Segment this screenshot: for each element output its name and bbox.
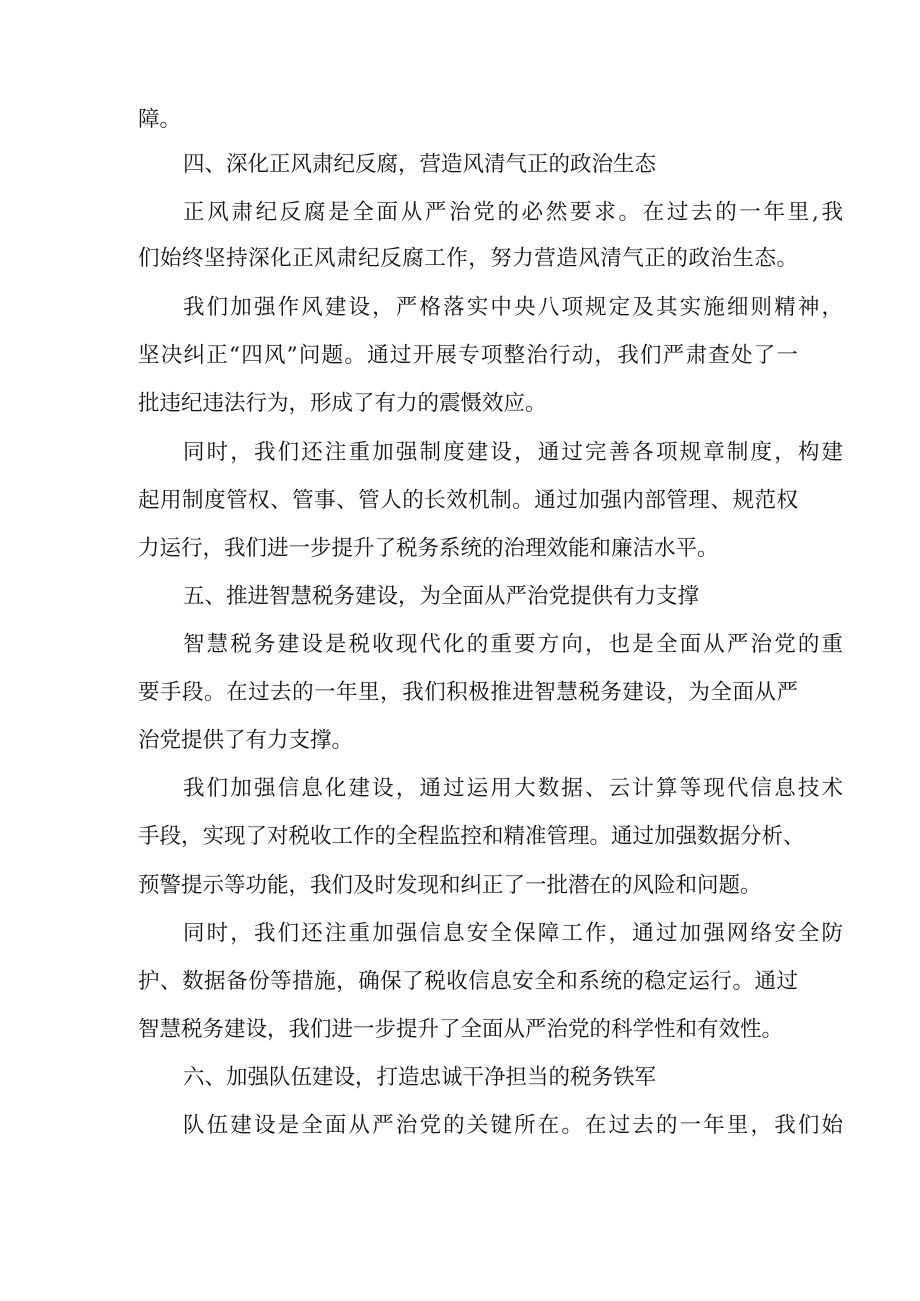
body-line: 们始终坚持深化正风肃纪反腐工作，努力营造风清气正的政治生态。 xyxy=(138,246,798,271)
body-line: 智慧税务建设，我们进一步提升了全面从严治党的科学性和有效性。 xyxy=(138,1017,784,1042)
body-line: 我们加强作风建设，严格落实中央八项规定及其实施细则精神， xyxy=(183,295,843,320)
body-line: 预警提示等功能，我们及时发现和纠正了一批潜在的风险和问题。 xyxy=(138,873,762,898)
section-heading-6: 六、加强队伍建设，打造忠诚干净担当的税务铁军 xyxy=(183,1065,657,1090)
body-line: 正风肃纪反腐是全面从严治党的必然要求。在过去的一年里,我 xyxy=(183,200,843,225)
body-line: 同时，我们还注重加强制度建设，通过完善各项规章制度，构建 xyxy=(183,440,843,465)
body-line: 要手段。在过去的一年里，我们积极推进智慧税务建设，为全面从严 xyxy=(138,680,798,705)
body-line: 力运行，我们进一步提升了税务系统的治理效能和廉洁水平。 xyxy=(138,536,719,561)
body-line: 智慧税务建设是税收现代化的重要方向，也是全面从严治党的重 xyxy=(183,632,843,657)
body-line: 队伍建设是全面从严治党的关键所在。在过去的一年里，我们始 xyxy=(183,1113,843,1138)
body-line: 手段，实现了对税收工作的全程监控和精准管理。通过加强数据分析、 xyxy=(138,824,805,849)
body-line: 坚决纠正“四风”问题。通过开展专项整治行动，我们严肃查处了一 xyxy=(138,343,798,368)
body-line: 护、数据备份等措施，确保了税收信息安全和系统的稳定运行。通过 xyxy=(138,969,798,994)
body-line: 我们加强信息化建设，通过运用大数据、云计算等现代信息技术 xyxy=(183,776,843,801)
body-line: 起用制度管权、管事、管人的长效机制。通过加强内部管理、规范权 xyxy=(138,488,798,513)
body-line: 治党提供了有力支撑。 xyxy=(138,728,354,753)
section-heading-4: 四、深化正风肃纪反腐，营造风清气正的政治生态 xyxy=(183,152,657,177)
paragraph-end-line: 障。 xyxy=(138,107,182,132)
section-heading-5: 五、推进智慧税务建设，为全面从严治党提供有力支撑 xyxy=(183,584,700,609)
body-line: 同时，我们还注重加强信息安全保障工作，通过加强网络安全防 xyxy=(183,921,843,946)
body-line: 批违纪违法行为，形成了有力的震慑效应。 xyxy=(138,391,547,416)
